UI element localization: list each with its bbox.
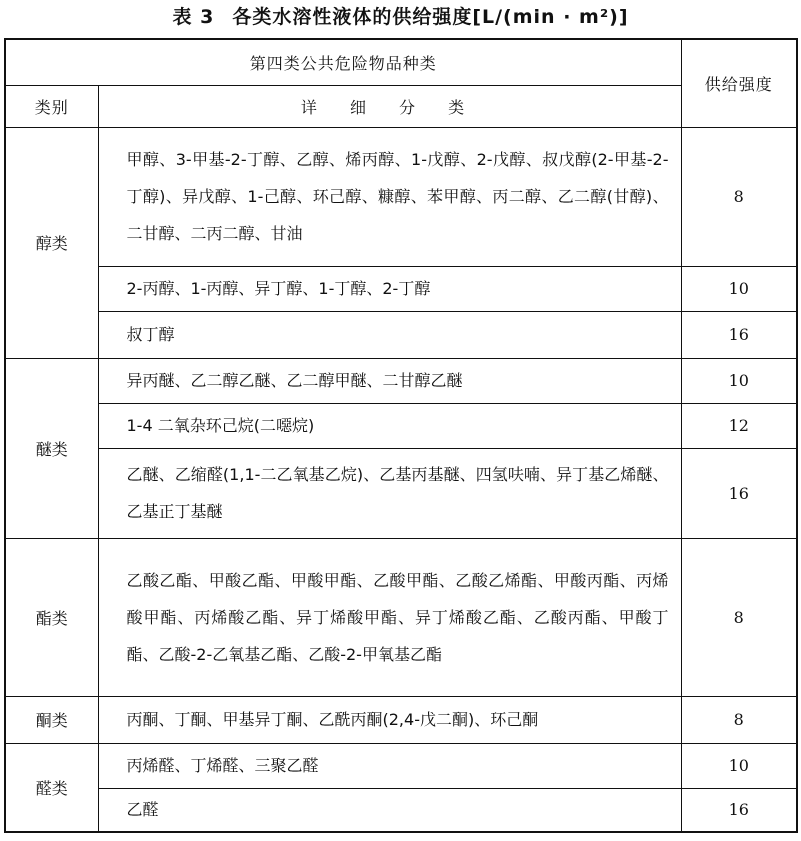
- rate-cell: 8: [681, 127, 797, 266]
- table-row: [5, 403, 797, 448]
- rate-cell: 10: [681, 358, 797, 403]
- detail-cell: 叔丁醇: [98, 311, 681, 358]
- header-group-cell: 第四类公共危险物品种类: [5, 39, 681, 85]
- table-row: [5, 696, 797, 743]
- rate-cell: 16: [681, 788, 797, 832]
- detail-cell: 2-丙醇、1-丙醇、异丁醇、1-丁醇、2-丁醇: [98, 266, 681, 311]
- category-cell: 酮类: [5, 696, 98, 743]
- table-title: [0, 0, 801, 38]
- detail-cell: 丙酮、丁酮、甲基异丁酮、乙酰丙酮(2,4-戊二酮)、环己酮: [98, 696, 681, 743]
- detail-cell: 乙酸乙酯、甲酸乙酯、甲酸甲酯、乙酸甲酯、乙酸乙烯酯、甲酸丙酯、丙烯酸甲酯、丙烯酸乙酯、异丁烯酸甲酯、异丁烯酸乙酯、乙酸丙酯、甲酸丁酯、乙酸-2-乙氧基乙酯、乙酸-2-甲氧基乙酯: [98, 538, 681, 696]
- header-rate-cell: 供给强度: [681, 39, 797, 127]
- header-row-group: [5, 39, 797, 85]
- table-row: [5, 448, 797, 538]
- detail-cell: 乙醚、乙缩醛(1,1-二乙氧基乙烷)、乙基丙基醚、四氢呋喃、异丁基乙烯醚、乙基正丁基醚: [98, 448, 681, 538]
- table-row: [5, 788, 797, 832]
- detail-cell: 甲醇、3-甲基-2-丁醇、乙醇、烯丙醇、1-戊醇、2-戊醇、叔戊醇(2-甲基-2-丁醇)、异戊醇、1-己醇、环己醇、糠醇、苯甲醇、丙二醇、乙二醇(甘醇)、二甘醇、二丙二醇、甘油: [98, 127, 681, 266]
- rate-cell: 8: [681, 696, 797, 743]
- category-cell: 酯类: [5, 538, 98, 696]
- supply-intensity-table: [4, 38, 798, 833]
- table-number: 表 3: [172, 6, 215, 28]
- rate-cell: 10: [681, 266, 797, 311]
- detail-cell: 1-4 二氧杂环己烷(二噁烷): [98, 403, 681, 448]
- detail-cell: 乙醛: [98, 788, 681, 832]
- rate-cell: 10: [681, 743, 797, 788]
- table-row: [5, 538, 797, 696]
- category-cell: 醇类: [5, 127, 98, 358]
- table-row: [5, 743, 797, 788]
- category-cell: 醛类: [5, 743, 98, 832]
- table-row: [5, 266, 797, 311]
- rate-cell: 16: [681, 448, 797, 538]
- table-row: [5, 358, 797, 403]
- rate-cell: 12: [681, 403, 797, 448]
- table-caption: 各类水溶性液体的供给强度[L/(min · m²)]: [232, 6, 629, 28]
- detail-cell: 丙烯醛、丁烯醛、三聚乙醛: [98, 743, 681, 788]
- header-row-sub: [5, 85, 797, 127]
- table-row: [5, 127, 797, 266]
- table-row: [5, 311, 797, 358]
- rate-cell: 16: [681, 311, 797, 358]
- category-cell: 醚类: [5, 358, 98, 538]
- header-detail-cell: 详 细 分 类: [98, 85, 681, 127]
- header-category-cell: 类别: [5, 85, 98, 127]
- detail-cell: 异丙醚、乙二醇乙醚、乙二醇甲醚、二甘醇乙醚: [98, 358, 681, 403]
- rate-cell: 8: [681, 538, 797, 696]
